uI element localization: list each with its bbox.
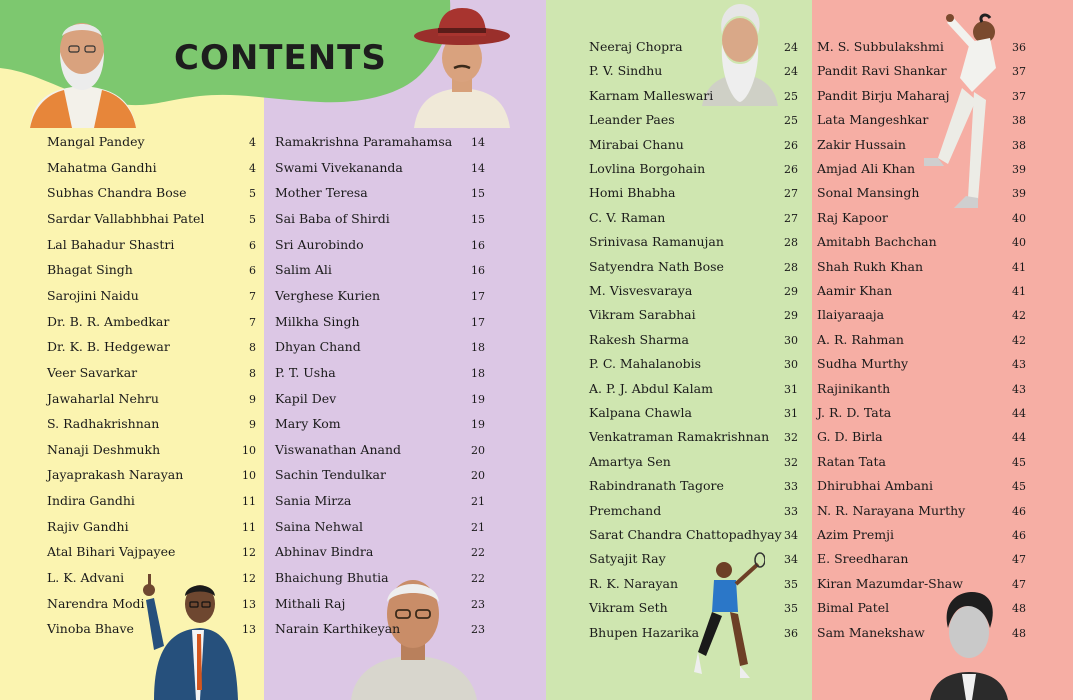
contents-entry[interactable]: [589, 160, 798, 178]
entry-name: C. V. Raman: [589, 209, 666, 225]
contents-entry[interactable]: [817, 599, 1026, 617]
entry-name: Premchand: [589, 502, 662, 518]
entry-page-number: 40: [1012, 236, 1026, 250]
contents-entry[interactable]: [275, 159, 485, 177]
contents-entry[interactable]: [817, 233, 1026, 251]
entry-name: Bhaichung Bhutia: [275, 570, 389, 586]
entry-page-number: 35: [784, 602, 798, 616]
contents-entry[interactable]: [817, 209, 1026, 227]
entry-page-number: 6: [249, 238, 256, 252]
contents-entry[interactable]: [817, 404, 1026, 422]
contents-entry[interactable]: [47, 313, 256, 331]
contents-entry[interactable]: [275, 313, 485, 331]
contents-entry[interactable]: [589, 233, 798, 251]
entry-name: Ilaiyaraaja: [817, 307, 885, 323]
entry-name: Amjad Ali Khan: [817, 161, 916, 176]
entry-page-number: 16: [471, 238, 485, 252]
entry-name: Dr. K. B. Hedgewar: [47, 339, 170, 355]
entry-name: Rabindranath Tagore: [589, 478, 724, 494]
entry-name: Neeraj Chopra: [589, 39, 683, 54]
entry-page-number: 26: [784, 138, 798, 152]
entry-page-number: 6: [249, 264, 256, 278]
contents-entry[interactable]: [589, 209, 798, 227]
entry-page-number: 10: [242, 469, 256, 483]
entry-page-number: 21: [471, 520, 485, 534]
entry-name: P. T. Usha: [275, 364, 336, 380]
entry-name: Ratan Tata: [817, 453, 886, 469]
entry-page-number: 19: [471, 392, 485, 406]
contents-entry[interactable]: [275, 364, 485, 382]
entry-page-number: 12: [242, 572, 256, 586]
entry-page-number: 47: [1012, 553, 1026, 567]
entry-page-number: 37: [1012, 89, 1026, 103]
entry-name: Pandit Ravi Shankar: [817, 63, 947, 79]
entry-name: Atal Bihari Vajpayee: [47, 544, 176, 560]
contents-entry[interactable]: [275, 287, 485, 305]
entry-name: Vikram Seth: [589, 600, 668, 616]
entry-page-number: 42: [1012, 309, 1026, 323]
portrait-illustration-top-left: [20, 10, 145, 130]
contents-entry[interactable]: [817, 87, 1026, 105]
entry-name: Mother Teresa: [275, 185, 368, 201]
contents-entry[interactable]: [47, 620, 256, 638]
contents-entry[interactable]: [275, 338, 485, 356]
entry-name: Lal Bahadur Shastri: [47, 236, 175, 252]
entry-page-number: 24: [784, 65, 798, 79]
contents-entry[interactable]: [47, 159, 256, 177]
entry-name: Mithali Raj: [275, 595, 346, 611]
entry-page-number: 14: [471, 136, 485, 149]
entry-page-number: 27: [784, 187, 798, 201]
entry-page-number: 34: [784, 529, 798, 542]
entry-name: Kalpana Chawla: [589, 405, 692, 420]
entry-page-number: 36: [1012, 41, 1026, 54]
entry-name: E. Sreedharan: [817, 551, 909, 567]
contents-entry[interactable]: [47, 441, 256, 459]
entry-name: Vikram Sarabhai: [589, 307, 696, 323]
entry-page-number: 46: [1012, 504, 1026, 518]
entry-page-number: 38: [1012, 138, 1026, 152]
entry-name: M. S. Subbulakshmi: [817, 39, 944, 54]
contents-entry[interactable]: [275, 492, 485, 510]
entry-page-number: 21: [471, 495, 485, 509]
entry-page-number: 20: [471, 469, 485, 483]
entry-name: Amitabh Bachchan: [817, 234, 937, 250]
contents-entry[interactable]: [47, 569, 256, 587]
entry-name: P. V. Sindhu: [589, 63, 663, 79]
entry-name: Satyendra Nath Bose: [589, 258, 724, 274]
contents-entry[interactable]: [589, 87, 798, 105]
entry-name: Mary Kom: [275, 416, 341, 432]
contents-entry[interactable]: [47, 466, 256, 484]
entry-name: A. R. Rahman: [817, 331, 904, 347]
entry-page-number: 29: [784, 309, 798, 323]
entry-page-number: 8: [249, 341, 256, 355]
entry-name: Sarat Chandra Chattopadhyay: [589, 527, 782, 542]
entry-name: Indira Gandhi: [47, 493, 135, 509]
contents-entry[interactable]: [47, 518, 256, 536]
contents-entry[interactable]: [47, 287, 256, 305]
contents-entry[interactable]: [817, 62, 1026, 80]
entry-page-number: 17: [471, 315, 485, 329]
contents-entry[interactable]: [589, 38, 798, 56]
entry-page-number: 29: [784, 285, 798, 298]
entry-page-number: 14: [471, 161, 485, 175]
contents-entry[interactable]: [275, 210, 485, 228]
contents-entry[interactable]: [589, 575, 798, 593]
entry-name: Verghese Kurien: [275, 287, 381, 303]
entry-name: Rajiv Gandhi: [47, 518, 129, 534]
entry-name: Jawaharlal Nehru: [47, 390, 159, 406]
entry-page-number: 36: [784, 626, 798, 640]
contents-entry[interactable]: [817, 477, 1026, 495]
contents-entry[interactable]: [275, 569, 485, 587]
entry-page-number: 9: [249, 418, 256, 432]
contents-entry[interactable]: [275, 261, 485, 279]
contents-entry[interactable]: [817, 331, 1026, 349]
entry-page-number: 44: [1012, 431, 1026, 445]
entry-page-number: 24: [784, 41, 798, 54]
entry-name: S. Radhakrishnan: [47, 416, 160, 432]
contents-entry[interactable]: [275, 518, 485, 536]
contents-entry[interactable]: [589, 502, 798, 520]
contents-entry[interactable]: [275, 415, 485, 433]
entry-name: Bhupen Hazarika: [589, 624, 700, 640]
entry-name: Azim Premji: [817, 527, 894, 542]
entry-page-number: 5: [249, 187, 256, 201]
contents-entry[interactable]: [275, 184, 485, 202]
contents-entry[interactable]: [275, 236, 485, 254]
entry-name: Sachin Tendulkar: [275, 467, 386, 483]
contents-entry[interactable]: [589, 404, 798, 422]
entry-page-number: 15: [471, 187, 485, 201]
entry-name: Shah Rukh Khan: [817, 258, 924, 274]
contents-entry[interactable]: [589, 282, 798, 300]
contents-entry[interactable]: [275, 466, 485, 484]
entry-page-number: 9: [249, 392, 256, 406]
entry-page-number: 10: [242, 443, 256, 457]
entry-page-number: 45: [1012, 455, 1026, 469]
entry-page-number: 46: [1012, 529, 1026, 542]
contents-entry[interactable]: [47, 261, 256, 279]
entry-page-number: 44: [1012, 407, 1026, 420]
entry-page-number: 28: [784, 236, 798, 250]
entry-name: Milkha Singh: [275, 313, 360, 329]
contents-entry[interactable]: [817, 575, 1026, 593]
contents-entry[interactable]: [47, 595, 256, 613]
contents-entry[interactable]: [817, 160, 1026, 178]
contents-entry[interactable]: [817, 550, 1026, 568]
entry-name: Sarojini Naidu: [47, 287, 139, 303]
entry-page-number: 32: [784, 431, 798, 445]
contents-entry[interactable]: [589, 453, 798, 471]
entry-page-number: 45: [1012, 480, 1026, 494]
entry-name: Dr. B. R. Ambedkar: [47, 313, 170, 329]
contents-entry[interactable]: [589, 258, 798, 276]
entry-page-number: 8: [249, 366, 256, 380]
entry-name: Lata Mangeshkar: [817, 112, 929, 128]
entry-page-number: 30: [784, 358, 798, 372]
contents-entry[interactable]: [817, 258, 1026, 276]
entry-name: Kiran Mazumdar-Shaw: [817, 575, 963, 591]
contents-entry[interactable]: [817, 184, 1026, 202]
entry-name: N. R. Narayana Murthy: [817, 502, 966, 518]
entry-name: Pandit Birju Maharaj: [817, 87, 950, 103]
contents-entry[interactable]: [47, 184, 256, 202]
contents-entry[interactable]: [47, 390, 256, 408]
entry-name: Lovlina Borgohain: [589, 161, 706, 176]
entry-name: Nanaji Deshmukh: [47, 441, 161, 457]
entry-page-number: 31: [784, 407, 798, 420]
entry-page-number: 22: [471, 572, 485, 586]
entry-page-number: 15: [471, 212, 485, 226]
entry-page-number: 34: [784, 553, 798, 567]
contents-entry[interactable]: [47, 133, 256, 151]
entry-name: L. K. Advani: [47, 570, 125, 586]
entry-name: Sardar Vallabhbhai Patel: [47, 210, 205, 226]
entry-page-number: 11: [242, 495, 256, 509]
contents-entry[interactable]: [589, 355, 798, 373]
entry-name: Narain Karthikeyan: [275, 621, 401, 637]
entry-page-number: 25: [784, 89, 798, 103]
entry-name: Mirabai Chanu: [589, 136, 684, 152]
entry-name: Sam Manekshaw: [817, 624, 925, 640]
entry-name: Satyajit Ray: [589, 551, 666, 567]
contents-entry[interactable]: [589, 526, 798, 544]
contents-entry[interactable]: [275, 133, 485, 151]
entry-page-number: 26: [784, 163, 798, 176]
entry-name: Swami Vivekananda: [275, 159, 403, 175]
entry-name: A. P. J. Abdul Kalam: [589, 380, 713, 396]
contents-entry[interactable]: [275, 543, 485, 561]
contents-entry[interactable]: [47, 543, 256, 561]
entry-page-number: 39: [1012, 187, 1026, 201]
contents-entry[interactable]: [47, 492, 256, 510]
contents-entry[interactable]: [589, 380, 798, 398]
entry-page-number: 4: [249, 136, 256, 149]
entry-name: Veer Savarkar: [47, 364, 138, 380]
contents-entry[interactable]: [817, 502, 1026, 520]
entry-page-number: 32: [784, 455, 798, 469]
entry-page-number: 38: [1012, 114, 1026, 128]
entry-page-number: 40: [1012, 211, 1026, 225]
entry-name: R. K. Narayan: [589, 575, 679, 591]
entry-page-number: 27: [784, 211, 798, 225]
entry-name: Vinoba Bhave: [47, 621, 134, 637]
entry-name: Subhas Chandra Bose: [47, 185, 187, 201]
entry-name: Abhinav Bindra: [275, 544, 374, 560]
entry-name: Kapil Dev: [275, 390, 337, 406]
entry-name: Amartya Sen: [589, 453, 671, 469]
contents-entry[interactable]: [47, 236, 256, 254]
contents-entry[interactable]: [589, 184, 798, 202]
entry-page-number: 18: [471, 366, 485, 380]
entry-name: P. C. Mahalanobis: [589, 356, 702, 372]
contents-entry[interactable]: [817, 282, 1026, 300]
entry-name: Dhyan Chand: [275, 339, 361, 355]
entry-name: Jayaprakash Narayan: [47, 467, 184, 483]
entry-name: Saina Nehwal: [275, 518, 364, 534]
entry-name: Karnam Malleswari: [589, 87, 714, 103]
entry-page-number: 47: [1012, 577, 1026, 591]
entry-page-number: 4: [249, 161, 256, 175]
entry-page-number: 43: [1012, 382, 1026, 396]
entry-name: Raj Kapoor: [817, 209, 888, 225]
entry-name: Ramakrishna Paramahamsa: [275, 134, 453, 149]
entry-page-number: 23: [471, 597, 485, 611]
entry-name: Salim Ali: [275, 262, 332, 278]
entry-name: J. R. D. Tata: [817, 405, 892, 420]
contents-entry[interactable]: [817, 136, 1026, 154]
entry-page-number: 17: [471, 289, 485, 303]
entry-name: Sai Baba of Shirdi: [275, 210, 390, 226]
entry-page-number: 13: [242, 623, 256, 637]
contents-entry[interactable]: [589, 477, 798, 495]
entry-page-number: 39: [1012, 163, 1026, 176]
entry-page-number: 20: [471, 443, 485, 457]
entry-page-number: 5: [249, 212, 256, 226]
entry-page-number: 25: [784, 114, 798, 128]
contents-entry[interactable]: [589, 136, 798, 154]
entry-name: Venkatraman Ramakrishnan: [589, 429, 770, 445]
entry-page-number: 37: [1012, 65, 1026, 79]
entry-name: G. D. Birla: [817, 429, 883, 445]
contents-entry[interactable]: [47, 210, 256, 228]
contents-entry[interactable]: [47, 364, 256, 382]
entry-name: Homi Bhabha: [589, 185, 676, 201]
entry-page-number: 18: [471, 341, 485, 355]
entry-name: Aamir Khan: [817, 283, 893, 298]
entry-page-number: 22: [471, 546, 485, 560]
entry-name: Viswanathan Anand: [275, 441, 402, 457]
contents-entry[interactable]: [589, 550, 798, 568]
entry-name: Sri Aurobindo: [275, 236, 364, 252]
entry-page-number: 41: [1012, 260, 1026, 274]
entry-name: Mangal Pandey: [47, 134, 145, 149]
entry-page-number: 48: [1012, 602, 1026, 616]
entry-name: Mahatma Gandhi: [47, 159, 157, 175]
contents-entry[interactable]: [275, 390, 485, 408]
entry-page-number: 7: [249, 315, 256, 329]
contents-entry[interactable]: [275, 441, 485, 459]
entry-name: Bimal Patel: [817, 600, 890, 616]
entry-name: M. Visvesvaraya: [589, 283, 693, 298]
entry-name: Rajinikanth: [817, 380, 891, 396]
contents-entry[interactable]: [817, 624, 1026, 642]
contents-entry[interactable]: [47, 338, 256, 356]
entry-page-number: 19: [471, 418, 485, 432]
entry-page-number: 7: [249, 289, 256, 303]
entry-name: Sonal Mansingh: [817, 185, 920, 201]
entry-name: Srinivasa Ramanujan: [589, 234, 724, 250]
contents-entry[interactable]: [47, 415, 256, 433]
contents-entry[interactable]: [589, 599, 798, 617]
entry-name: Rakesh Sharma: [589, 331, 689, 347]
entry-page-number: 42: [1012, 333, 1026, 347]
contents-entry[interactable]: [817, 38, 1026, 56]
entry-page-number: 33: [784, 504, 798, 518]
entry-page-number: 16: [471, 264, 485, 278]
contents-entry[interactable]: [817, 526, 1026, 544]
contents-entry[interactable]: [589, 62, 798, 80]
entry-page-number: 30: [784, 333, 798, 347]
contents-entry[interactable]: [817, 428, 1026, 446]
contents-entry[interactable]: [275, 595, 485, 613]
entry-name: Narendra Modi: [47, 595, 145, 611]
entry-page-number: 48: [1012, 626, 1026, 640]
contents-entry[interactable]: [589, 306, 798, 324]
entry-name: Zakir Hussain: [817, 136, 906, 152]
entry-name: Leander Paes: [589, 112, 675, 128]
contents-entry[interactable]: [275, 620, 485, 638]
contents-entry[interactable]: [817, 453, 1026, 471]
entry-page-number: 43: [1012, 358, 1026, 372]
entry-page-number: 28: [784, 260, 798, 274]
entry-page-number: 41: [1012, 285, 1026, 298]
entry-page-number: 13: [242, 597, 256, 611]
contents-entry[interactable]: [817, 355, 1026, 373]
entry-name: Dhirubhai Ambani: [817, 478, 933, 494]
entry-page-number: 35: [784, 577, 798, 591]
page-title: CONTENTS: [174, 38, 387, 78]
entry-name: Sania Mirza: [275, 493, 352, 509]
entry-page-number: 31: [784, 382, 798, 396]
entry-name: Bhagat Singh: [47, 262, 133, 278]
entry-page-number: 33: [784, 480, 798, 494]
contents-entry[interactable]: [817, 306, 1026, 324]
entry-page-number: 11: [242, 520, 256, 534]
contents-entry[interactable]: [589, 428, 798, 446]
entry-page-number: 23: [471, 623, 485, 637]
contents-entry[interactable]: [589, 624, 798, 642]
portrait-illustration-hat: [410, 4, 515, 130]
entry-page-number: 12: [242, 546, 256, 560]
contents-entry[interactable]: [817, 111, 1026, 129]
entry-name: Sudha Murthy: [817, 356, 909, 372]
contents-entry[interactable]: [589, 111, 798, 129]
contents-entry[interactable]: [589, 331, 798, 349]
contents-entry[interactable]: [817, 380, 1026, 398]
